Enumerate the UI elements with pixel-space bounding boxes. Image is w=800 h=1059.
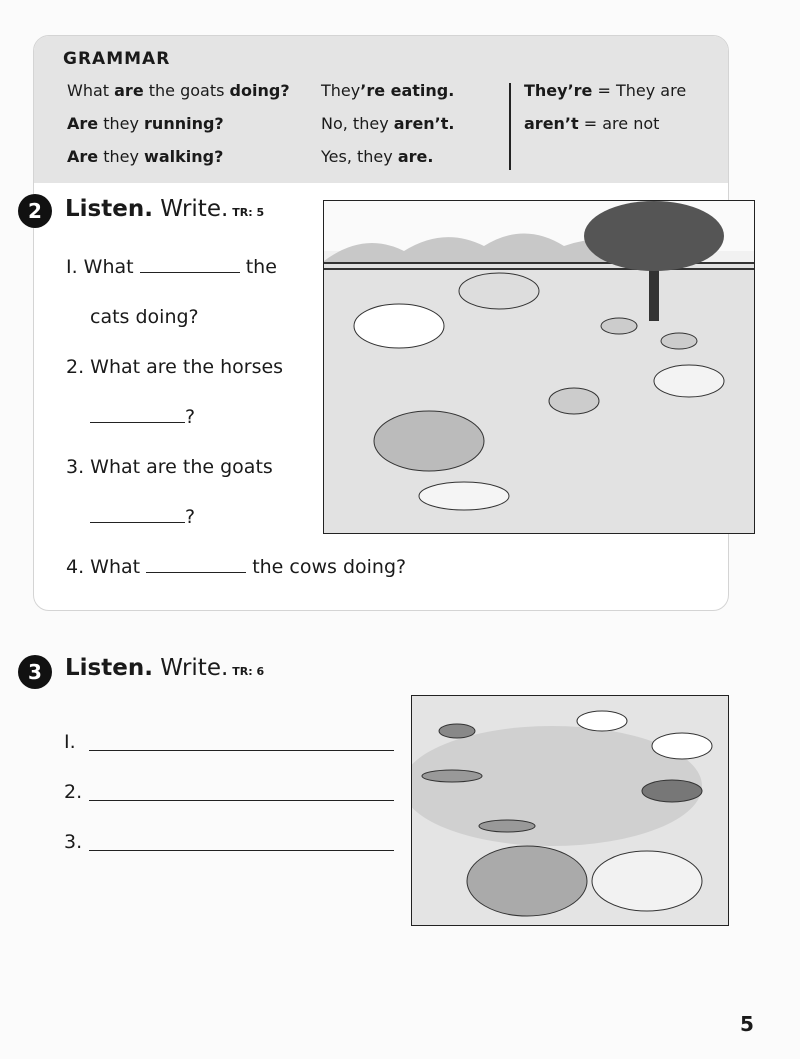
grammar-answer [321,147,433,166]
grammar-text: Are [67,147,99,166]
listen-label: Listen. [65,655,153,681]
grammar-text: Are [67,114,99,133]
grammar-text: doing? [229,81,290,100]
grammar-text: aren’t. [393,114,455,133]
grammar-box [34,36,728,183]
grammar-text: are [114,81,144,100]
grammar-question [67,147,223,166]
grammar-divider [509,83,511,170]
question-3: 3. What are the goats [66,456,273,478]
question-1 [66,256,277,278]
line-number: 3. [64,831,83,853]
grammar-text: What [67,81,115,100]
track-label: TR: 6 [232,665,265,678]
grammar-text: they [98,147,145,166]
exercise-3-heading [65,655,264,681]
track-label: TR: 5 [232,206,265,219]
listen-label: Listen. [65,196,153,222]
question-1-cont: cats doing? [90,306,199,328]
grammar-text: aren’t [524,114,579,133]
grammar-contraction [524,114,659,133]
pond-animals-illustration [411,695,729,926]
question-text: the cows doing? [252,556,407,578]
write-label: Write. [152,196,229,222]
grammar-text: walking? [144,147,224,166]
question-text: ? [185,506,196,528]
page-number: 5 [740,1012,754,1036]
grammar-text: They’re [524,81,593,100]
grammar-text: the goats [143,81,230,100]
exercise-2-heading [65,196,264,222]
grammar-text: = They are [592,81,687,100]
line-number: I. [64,731,76,753]
answer-line-2[interactable] [64,781,82,803]
grammar-question [67,114,224,133]
exercise-number-badge: 3 [18,655,52,689]
question-2-cont [90,406,195,428]
grammar-title: GRAMMAR [63,49,171,69]
question-text: the [245,256,277,278]
grammar-contraction [524,81,686,100]
grammar-text: Yes, they [321,147,398,166]
question-3-cont [90,506,195,528]
answer-line-3[interactable] [64,831,82,853]
answer-blank[interactable] [146,570,246,573]
grammar-text: they [98,114,145,133]
farm-animals-illustration [323,200,755,534]
grammar-answer [321,114,454,133]
exercise-number-badge: 2 [18,194,52,228]
grammar-text: are. [397,147,434,166]
grammar-text: No, they [321,114,394,133]
line-number: 2. [64,781,83,803]
answer-blank[interactable] [90,520,185,523]
grammar-text: = are not [578,114,660,133]
question-4 [66,556,406,578]
answer-blank[interactable] [90,420,185,423]
grammar-question [67,81,290,100]
grammar-text: They [321,81,361,100]
question-text: ? [185,406,196,428]
question-2: 2. What are the horses [66,356,284,378]
grammar-text: ’re eating. [360,81,455,100]
grammar-answer [321,81,454,100]
question-text: I. What [66,256,134,278]
write-label: Write. [152,655,229,681]
grammar-text: running? [144,114,224,133]
answer-line-1[interactable] [64,731,76,753]
question-text: 4. What [66,556,141,578]
answer-blank[interactable] [140,270,240,273]
